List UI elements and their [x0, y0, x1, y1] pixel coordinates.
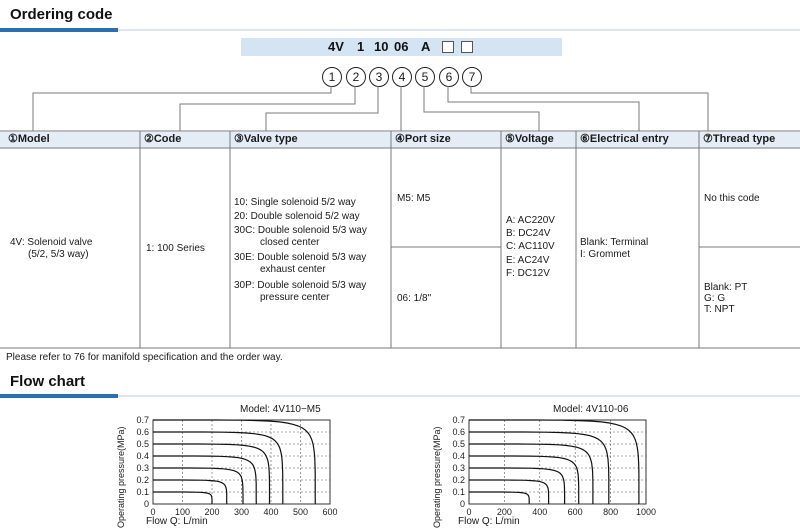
- chart1-xtick-1: 100: [174, 507, 191, 517]
- col-head-valve-type: ③Valve type: [234, 133, 298, 145]
- chart2-ytick-3: 0.3: [452, 463, 465, 473]
- chart2-ytick-4: 0.4: [452, 451, 465, 461]
- circle-3: 3: [369, 67, 389, 87]
- chart1-xtick-6: 600: [322, 507, 338, 517]
- valve-line-4: closed center: [260, 237, 320, 248]
- port-06: 06: 1/8": [397, 293, 432, 304]
- circle-5: 5: [415, 67, 435, 87]
- chart2-xtick-2: 400: [532, 507, 548, 517]
- code-part-model: 4V: [328, 39, 344, 54]
- code-series: 1: 100 Series: [146, 243, 205, 254]
- ordering-code-title: Ordering code: [10, 6, 113, 23]
- voltage-line-2: B: DC24V: [506, 228, 551, 239]
- col-head-code: ②Code: [144, 133, 182, 145]
- manifold-note: Please refer to 76 for manifold specification and the order way.: [6, 352, 283, 363]
- thread-line-2: G: G: [704, 293, 726, 304]
- chart1-title: Model: 4V110−M5: [240, 404, 321, 415]
- chart1-ytick-7: 0.7: [136, 415, 149, 425]
- col-head-electrical-entry: ⑥Electrical entry: [580, 133, 669, 145]
- chart2-ytick-2: 0.2: [452, 475, 465, 485]
- connector-7: [471, 86, 708, 131]
- chart1-ytick-3: 0.3: [136, 463, 149, 473]
- chart2-curve-0.3: [469, 468, 565, 504]
- connector-1: [33, 86, 331, 131]
- chart1-ytick-4: 0.4: [136, 451, 149, 461]
- flow-chart-accent: [0, 394, 118, 398]
- chart2-ytick-5: 0.5: [452, 439, 465, 449]
- voltage-line-5: F: DC12V: [506, 268, 550, 279]
- chart1-xtick-2: 200: [204, 507, 220, 517]
- flow-chart-rule: [0, 395, 800, 397]
- chart2-ylabel: Operating pressure(MPa): [432, 426, 442, 528]
- chart1-ytick-1: 0.1: [136, 487, 149, 497]
- flow-chart-title: Flow chart: [10, 373, 86, 390]
- valve-line-1: 10: Single solenoid 5/2 way: [234, 197, 356, 208]
- col-head-model: ①Model: [8, 133, 50, 145]
- chart1-xtick-0: 0: [150, 507, 156, 517]
- valve-line-7: 30P: Double solenoid 5/3 way: [234, 280, 367, 291]
- col-head-voltage: ⑤Voltage: [505, 133, 554, 145]
- thread-no-code: No this code: [704, 193, 760, 204]
- voltage-line-4: E: AC24V: [506, 255, 550, 266]
- chart2-xtick-1: 200: [496, 507, 512, 517]
- valve-line-8: pressure center: [260, 292, 330, 303]
- thread-line-1: Blank: PT: [704, 282, 748, 293]
- code-part-port: 06: [394, 39, 409, 54]
- circle-6: 6: [439, 67, 459, 87]
- chart2-xtick-0: 0: [466, 507, 472, 517]
- code-part-valve: 10: [374, 39, 389, 54]
- port-m5: M5: M5: [397, 193, 431, 204]
- valve-line-3: 30C: Double solenoid 5/3 way: [234, 225, 367, 236]
- chart1-xtick-3: 300: [233, 507, 250, 517]
- electrical-line-2: I: Grommet: [580, 249, 631, 260]
- chart2-curve-0.5: [469, 444, 593, 504]
- chart1-curve-0.3: [153, 468, 243, 504]
- chart2-title: Model: 4V110-06: [553, 404, 629, 415]
- chart2-ytick-1: 0.1: [452, 487, 465, 497]
- chart2-ytick-7: 0.7: [452, 415, 465, 425]
- chart1-ylabel: Operating pressure(MPa): [116, 426, 126, 528]
- code-part-voltage: A: [421, 39, 431, 54]
- model-line-2: (5/2, 5/3 way): [28, 249, 89, 260]
- chart1-plot: [120, 411, 340, 531]
- valve-line-5: 30E: Double solenoid 5/3 way: [234, 252, 367, 263]
- chart2-ytick-0: 0: [459, 499, 465, 509]
- valve-line-6: exhaust center: [260, 264, 326, 275]
- valve-line-2: 20: Double solenoid 5/2 way: [234, 211, 360, 222]
- chart2-xtick-3: 600: [567, 507, 583, 517]
- chart1-ytick-2: 0.2: [136, 475, 149, 485]
- chart2-curve-0.1: [469, 492, 529, 504]
- code-part-series: 1: [357, 39, 365, 54]
- col-head-port-size: ④Port size: [395, 133, 451, 145]
- model-line-1: 4V: Solenoid valve: [10, 237, 93, 248]
- chart1-ytick-0: 0: [143, 499, 149, 509]
- chart1-ytick-5: 0.5: [136, 439, 149, 449]
- chart2-xlabel: Flow Q: L/min: [458, 516, 520, 527]
- chart1-ytick-6: 0.6: [136, 427, 149, 437]
- electrical-line-1: Blank: Terminal: [580, 237, 649, 248]
- chart1-xlabel: Flow Q: L/min: [146, 516, 208, 527]
- circle-2: 2: [346, 67, 366, 87]
- circle-1: 1: [322, 67, 342, 87]
- chart1-xtick-4: 400: [263, 507, 279, 517]
- voltage-line-1: A: AC220V: [506, 215, 555, 226]
- circle-7: 7: [462, 67, 482, 87]
- chart2-xtick-4: 800: [603, 507, 619, 517]
- voltage-line-3: C: AC110V: [506, 241, 555, 252]
- chart2-plot: [436, 411, 656, 531]
- chart2-ytick-6: 0.6: [452, 427, 465, 437]
- circle-4: 4: [392, 67, 412, 87]
- chart1-xtick-5: 500: [292, 507, 309, 517]
- chart2-xtick-5: 1000: [635, 507, 656, 517]
- thread-line-3: T: NPT: [704, 304, 735, 315]
- col-head-thread-type: ⑦Thread type: [703, 133, 776, 145]
